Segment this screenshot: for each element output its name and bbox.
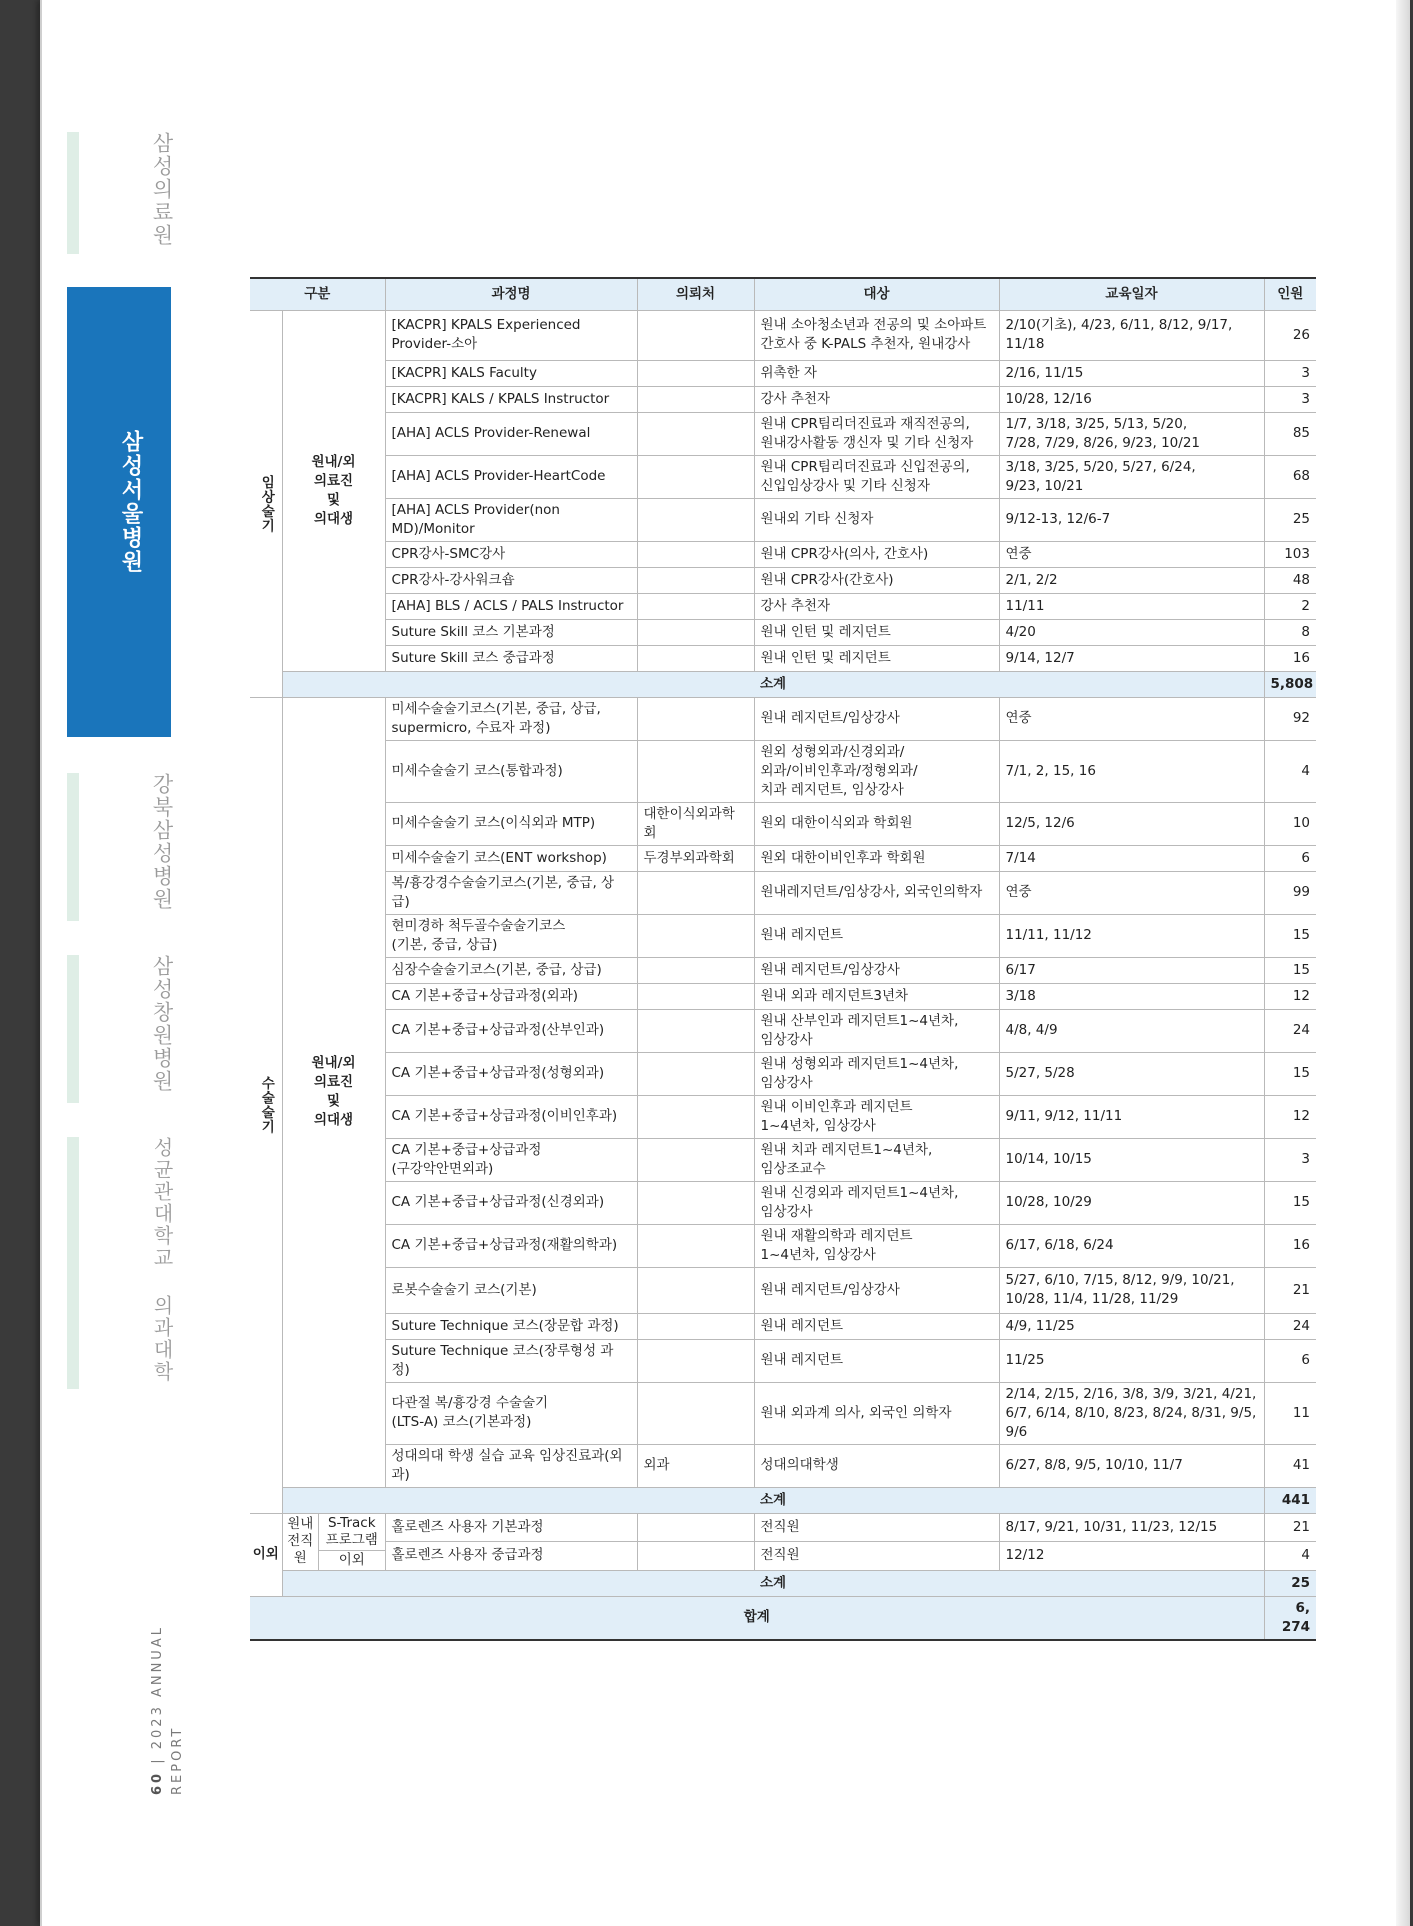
total-value: 6, 274: [1264, 1596, 1316, 1640]
header-count: 인원: [1264, 278, 1316, 310]
education-dates: 4/9, 11/25: [999, 1313, 1264, 1339]
course-name: CA 기본+중급+상급과정(신경외과): [385, 1181, 637, 1224]
attendee-count: 15: [1264, 957, 1316, 983]
page-footer: 60 | 2023 ANNUAL REPORT: [150, 1625, 185, 1795]
target-audience: 위촉한 자: [754, 360, 999, 386]
course-name: [KACPR] KALS / KPALS Instructor: [385, 386, 637, 412]
course-name: [AHA] BLS / ACLS / PALS Instructor: [385, 593, 637, 619]
subtotal-label: 소계: [282, 1487, 1264, 1513]
category-cell: 이외: [250, 1513, 282, 1596]
table-row: [250, 1313, 1316, 1339]
subtotal-value: 25: [1264, 1570, 1316, 1596]
attendee-count: 15: [1264, 1181, 1316, 1224]
attendee-count: 26: [1264, 310, 1316, 360]
requester: [637, 740, 754, 802]
course-name: 복/흉강경수술술기코스(기본, 중급, 상급): [385, 871, 637, 914]
course-name: CA 기본+중급+상급과정(산부인과): [385, 1009, 637, 1052]
education-dates: 3/18, 3/25, 5/20, 5/27, 6/24, 9/23, 10/21: [999, 455, 1264, 498]
course-name: Suture Technique 코스(장루형성 과정): [385, 1339, 637, 1382]
report-title: 2023 ANNUAL REPORT: [150, 1625, 185, 1795]
course-name: 심장수술술기코스(기본, 중급, 상급): [385, 957, 637, 983]
target-audience: 원내 CPR팀리더진료과 신입전공의, 신입임상강사 및 기타 신청자: [754, 455, 999, 498]
education-dates: 연중: [999, 541, 1264, 567]
course-name: Suture Skill 코스 기본과정: [385, 619, 637, 645]
sidebar-marker-5: [67, 1137, 79, 1389]
table-row: [250, 498, 1316, 541]
attendee-count: 68: [1264, 455, 1316, 498]
education-dates: 11/11: [999, 593, 1264, 619]
attendee-count: 6: [1264, 845, 1316, 871]
requester: 두경부외과학회: [637, 845, 754, 871]
course-name: [AHA] ACLS Provider-HeartCode: [385, 455, 637, 498]
attendee-count: 24: [1264, 1313, 1316, 1339]
requester: [637, 1052, 754, 1095]
target-audience: 원내 레지던트: [754, 1339, 999, 1382]
education-dates: 11/25: [999, 1339, 1264, 1382]
sidebar-marker-1: [67, 132, 79, 254]
category-cell: 임상술기: [250, 310, 282, 697]
requester: [637, 593, 754, 619]
table-row: [250, 645, 1316, 671]
target-audience: 원내 외과 레지던트3년차: [754, 983, 999, 1009]
table-row: [250, 619, 1316, 645]
requester: [637, 957, 754, 983]
course-name: 미세수술술기 코스(통합과정): [385, 740, 637, 802]
requester: [637, 1267, 754, 1313]
table-row: [250, 386, 1316, 412]
attendee-count: 8: [1264, 619, 1316, 645]
attendee-count: 3: [1264, 386, 1316, 412]
target-audience: 강사 추천자: [754, 593, 999, 619]
table-row: [250, 455, 1316, 498]
target-audience: 원내 레지던트: [754, 1313, 999, 1339]
course-name: CA 기본+중급+상급과정(외과): [385, 983, 637, 1009]
education-dates: 6/17: [999, 957, 1264, 983]
page-edge: [1396, 0, 1410, 1926]
table-row: [250, 1009, 1316, 1052]
education-dates: 2/1, 2/2: [999, 567, 1264, 593]
requester: [637, 1009, 754, 1052]
attendee-count: 25: [1264, 498, 1316, 541]
table-header-row: [250, 278, 1316, 310]
group-other: 이외: [338, 1551, 365, 1568]
group-strack: S-Track 프로그램: [319, 1514, 385, 1551]
attendee-count: 103: [1264, 541, 1316, 567]
target-audience: 원내외 기타 신청자: [754, 498, 999, 541]
requester: [637, 914, 754, 957]
requester: [637, 567, 754, 593]
table-row: [250, 593, 1316, 619]
attendee-count: 41: [1264, 1444, 1316, 1487]
requester: [637, 1095, 754, 1138]
sidebar-item-samsung-medical[interactable]: 삼성의료원: [150, 132, 174, 247]
education-dates: 10/28, 10/29: [999, 1181, 1264, 1224]
requester: [637, 455, 754, 498]
course-name: [AHA] ACLS Provider(non MD)/Monitor: [385, 498, 637, 541]
education-dates: 7/1, 2, 15, 16: [999, 740, 1264, 802]
total-row: [250, 1596, 1316, 1640]
target-audience: 원내 인턴 및 레지던트: [754, 619, 999, 645]
target-audience: 원내 레지던트/임상강사: [754, 1267, 999, 1313]
group-staff: 원내 전직 원: [283, 1514, 319, 1570]
table-row: [250, 914, 1316, 957]
header-dates: 교육일자: [999, 278, 1264, 310]
attendee-count: 92: [1264, 697, 1316, 740]
table-row: [250, 1138, 1316, 1181]
course-name: [KACPR] KALS Faculty: [385, 360, 637, 386]
requester: [637, 412, 754, 455]
attendee-count: 21: [1264, 1267, 1316, 1313]
requester: [637, 386, 754, 412]
table-row: [250, 740, 1316, 802]
course-name: 로봇수술술기 코스(기본): [385, 1267, 637, 1313]
table-row: [250, 1542, 1316, 1571]
sidebar-marker-3: [67, 773, 79, 921]
table-row: [250, 567, 1316, 593]
requester: [637, 498, 754, 541]
table-row: [250, 983, 1316, 1009]
course-name: CA 기본+중급+상급과정(이비인후과): [385, 1095, 637, 1138]
attendee-count: 3: [1264, 1138, 1316, 1181]
target-audience: 원외 성형외과/신경외과/ 외과/이비인후과/정형외과/ 치과 레지던트, 임상강사: [754, 740, 999, 802]
requester: [637, 1313, 754, 1339]
table-row: [250, 1224, 1316, 1267]
course-name: [AHA] ACLS Provider-Renewal: [385, 412, 637, 455]
course-name: 미세수술술기 코스(이식외과 MTP): [385, 802, 637, 845]
target-audience: 원내 재활의학과 레지던트 1~4년차, 임상강사: [754, 1224, 999, 1267]
education-dates: 9/11, 9/12, 11/11: [999, 1095, 1264, 1138]
attendee-count: 2: [1264, 593, 1316, 619]
table-row: [250, 412, 1316, 455]
attendee-count: 15: [1264, 914, 1316, 957]
course-table: [250, 277, 1316, 1641]
attendee-count: 48: [1264, 567, 1316, 593]
course-name: 미세수술술기코스(기본, 중급, 상급, supermicro, 수료자 과정): [385, 697, 637, 740]
subtotal-label: 소계: [282, 1570, 1264, 1596]
requester: [637, 645, 754, 671]
requester: [637, 1224, 754, 1267]
table-row: [250, 1513, 1316, 1542]
table-row: [250, 1382, 1316, 1444]
course-name: CPR강사-SMC강사: [385, 541, 637, 567]
attendee-count: 4: [1264, 1542, 1316, 1571]
course-name: Suture Skill 코스 중급과정: [385, 645, 637, 671]
course-name: 현미경하 척두골수술술기코스 (기본, 중급, 상급): [385, 914, 637, 957]
attendee-count: 21: [1264, 1513, 1316, 1542]
requester: [637, 1513, 754, 1542]
table-row: [250, 1444, 1316, 1487]
table-row: [250, 541, 1316, 567]
education-dates: 2/14, 2/15, 2/16, 3/8, 3/9, 3/21, 4/21, 6/7, 6/14, 8/10, 8/23, 8/24, 8/31, 9/5, 9/6: [999, 1382, 1264, 1444]
attendee-count: 4: [1264, 740, 1316, 802]
course-name: 다관절 복/흉강경 수술술기 (LTS-A) 코스(기본과정): [385, 1382, 637, 1444]
subtotal-value: 5,808: [1264, 671, 1316, 697]
table-row: [250, 310, 1316, 360]
table-body: [250, 310, 1316, 1640]
education-dates: 4/8, 4/9: [999, 1009, 1264, 1052]
education-dates: 4/20: [999, 619, 1264, 645]
requester: 대한이식외과학회: [637, 802, 754, 845]
requester: [637, 697, 754, 740]
target-audience: 원내 치과 레지던트1~4년차, 임상조교수: [754, 1138, 999, 1181]
education-dates: 3/18: [999, 983, 1264, 1009]
header-requester: 의뢰처: [637, 278, 754, 310]
course-name: 성대의대 학생 실습 교육 임상진료과(외과): [385, 1444, 637, 1487]
subtotal-row: [250, 1570, 1316, 1596]
education-dates: 12/12: [999, 1542, 1264, 1571]
target-audience: 원내 CPR강사(의사, 간호사): [754, 541, 999, 567]
target-audience: 원내레지던트/임상강사, 외국인의학자: [754, 871, 999, 914]
course-name: CA 기본+중급+상급과정(성형외과): [385, 1052, 637, 1095]
target-audience: 원외 대한이식외과 학회원: [754, 802, 999, 845]
attendee-count: 85: [1264, 412, 1316, 455]
requester: [637, 1138, 754, 1181]
table-row: [250, 871, 1316, 914]
attendee-count: 16: [1264, 1224, 1316, 1267]
target-audience: 강사 추천자: [754, 386, 999, 412]
attendee-count: 16: [1264, 645, 1316, 671]
target-audience: 원내 외과계 의사, 외국인 의학자: [754, 1382, 999, 1444]
education-dates: 10/28, 12/16: [999, 386, 1264, 412]
sidebar-item-kangbuk[interactable]: 강북삼성병원: [150, 773, 174, 911]
education-dates: 5/27, 5/28: [999, 1052, 1264, 1095]
target-audience: 원내 성형외과 레지던트1~4년차, 임상강사: [754, 1052, 999, 1095]
education-dates: 연중: [999, 871, 1264, 914]
sidebar-item-samsung-seoul[interactable]: 삼성서울병원: [118, 430, 143, 574]
target-audience: 전직원: [754, 1542, 999, 1571]
attendee-count: 6: [1264, 1339, 1316, 1382]
group-cell: 원내/외 의료진 및 의대생: [282, 697, 385, 1487]
target-audience: 원내 레지던트: [754, 914, 999, 957]
education-dates: 9/14, 12/7: [999, 645, 1264, 671]
subtotal-value: 441: [1264, 1487, 1316, 1513]
attendee-count: 12: [1264, 983, 1316, 1009]
table-row: [250, 845, 1316, 871]
course-name: 미세수술술기 코스(ENT workshop): [385, 845, 637, 871]
education-dates: 2/16, 11/15: [999, 360, 1264, 386]
education-dates: 1/7, 3/18, 3/25, 5/13, 5/20, 7/28, 7/29, 8/26, 9/23, 10/21: [999, 412, 1264, 455]
education-dates: 6/17, 6/18, 6/24: [999, 1224, 1264, 1267]
subtotal-row: [250, 1487, 1316, 1513]
header-target: 대상: [754, 278, 999, 310]
table-row: [250, 1339, 1316, 1382]
attendee-count: 3: [1264, 360, 1316, 386]
table-row: [250, 360, 1316, 386]
course-name: Suture Technique 코스(장문합 과정): [385, 1313, 637, 1339]
requester: 외과: [637, 1444, 754, 1487]
education-dates: 10/14, 10/15: [999, 1138, 1264, 1181]
target-audience: 원내 산부인과 레지던트1~4년차, 임상강사: [754, 1009, 999, 1052]
page-number: 60: [150, 1770, 165, 1795]
requester: [637, 541, 754, 567]
group-cell: 원내/외 의료진 및 의대생: [282, 310, 385, 671]
target-audience: 원내 CPR팀리더진료과 재직전공의, 원내강사활동 갱신자 및 기타 신청자: [754, 412, 999, 455]
course-name: CA 기본+중급+상급과정 (구강악안면외과): [385, 1138, 637, 1181]
sidebar-item-skku-medicine[interactable]: 성균관대학교 의과대학: [150, 1137, 174, 1383]
target-audience: 원내 소아청소년과 전공의 및 소아파트 간호사 중 K-PALS 추천자, 원내강사: [754, 310, 999, 360]
attendee-count: 24: [1264, 1009, 1316, 1052]
education-dates: 11/11, 11/12: [999, 914, 1264, 957]
target-audience: 원내 신경외과 레지던트1~4년차, 임상강사: [754, 1181, 999, 1224]
subtotal-label: 소계: [282, 671, 1264, 697]
total-label: 합계: [250, 1596, 1264, 1640]
requester: [637, 1181, 754, 1224]
requester: [637, 1542, 754, 1571]
requester: [637, 871, 754, 914]
target-audience: 원외 대한이비인후과 학회원: [754, 845, 999, 871]
table-row: [250, 697, 1316, 740]
education-dates: 12/5, 12/6: [999, 802, 1264, 845]
course-name: 홀로렌즈 사용자 기본과정: [385, 1513, 637, 1542]
attendee-count: 15: [1264, 1052, 1316, 1095]
course-name: [KACPR] KPALS Experienced Provider-소아: [385, 310, 637, 360]
education-dates: 연중: [999, 697, 1264, 740]
course-name: 홀로렌즈 사용자 중급과정: [385, 1542, 637, 1571]
attendee-count: 11: [1264, 1382, 1316, 1444]
target-audience: 성대의대학생: [754, 1444, 999, 1487]
requester: [637, 1339, 754, 1382]
table-row: [250, 957, 1316, 983]
group-cell: [282, 1513, 385, 1570]
requester: [637, 619, 754, 645]
education-dates: 5/27, 6/10, 7/15, 8/12, 9/9, 10/21, 10/28, 11/4, 11/28, 11/29: [999, 1267, 1264, 1313]
course-name: CA 기본+중급+상급과정(재활의학과): [385, 1224, 637, 1267]
target-audience: 전직원: [754, 1513, 999, 1542]
attendee-count: 12: [1264, 1095, 1316, 1138]
target-audience: 원내 이비인후과 레지던트 1~4년차, 임상강사: [754, 1095, 999, 1138]
table-row: [250, 1095, 1316, 1138]
header-course: 과정명: [385, 278, 637, 310]
target-audience: 원내 인턴 및 레지던트: [754, 645, 999, 671]
education-dates: 6/27, 8/8, 9/5, 10/10, 11/7: [999, 1444, 1264, 1487]
education-dates: 7/14: [999, 845, 1264, 871]
category-cell: 수술술기: [250, 697, 282, 1513]
education-dates: 8/17, 9/21, 10/31, 11/23, 12/15: [999, 1513, 1264, 1542]
sidebar-item-changwon[interactable]: 삼성창원병원: [150, 955, 174, 1093]
target-audience: 원내 레지던트/임상강사: [754, 697, 999, 740]
requester: [637, 360, 754, 386]
target-audience: 원내 레지던트/임상강사: [754, 957, 999, 983]
table-row: [250, 1267, 1316, 1313]
requester: [637, 310, 754, 360]
attendee-count: 10: [1264, 802, 1316, 845]
header-category: 구분: [250, 278, 385, 310]
sidebar-marker-4: [67, 955, 79, 1103]
target-audience: 원내 CPR강사(간호사): [754, 567, 999, 593]
group-subtable: [283, 1514, 385, 1570]
table-row: [250, 1181, 1316, 1224]
course-name: CPR강사-강사워크숍: [385, 567, 637, 593]
subtotal-row: [250, 671, 1316, 697]
table-row: [250, 802, 1316, 845]
table-row: [250, 1052, 1316, 1095]
requester: [637, 983, 754, 1009]
requester: [637, 1382, 754, 1444]
attendee-count: 99: [1264, 871, 1316, 914]
education-dates: 9/12-13, 12/6-7: [999, 498, 1264, 541]
education-dates: 2/10(기초), 4/23, 6/11, 8/12, 9/17, 11/18: [999, 310, 1264, 360]
